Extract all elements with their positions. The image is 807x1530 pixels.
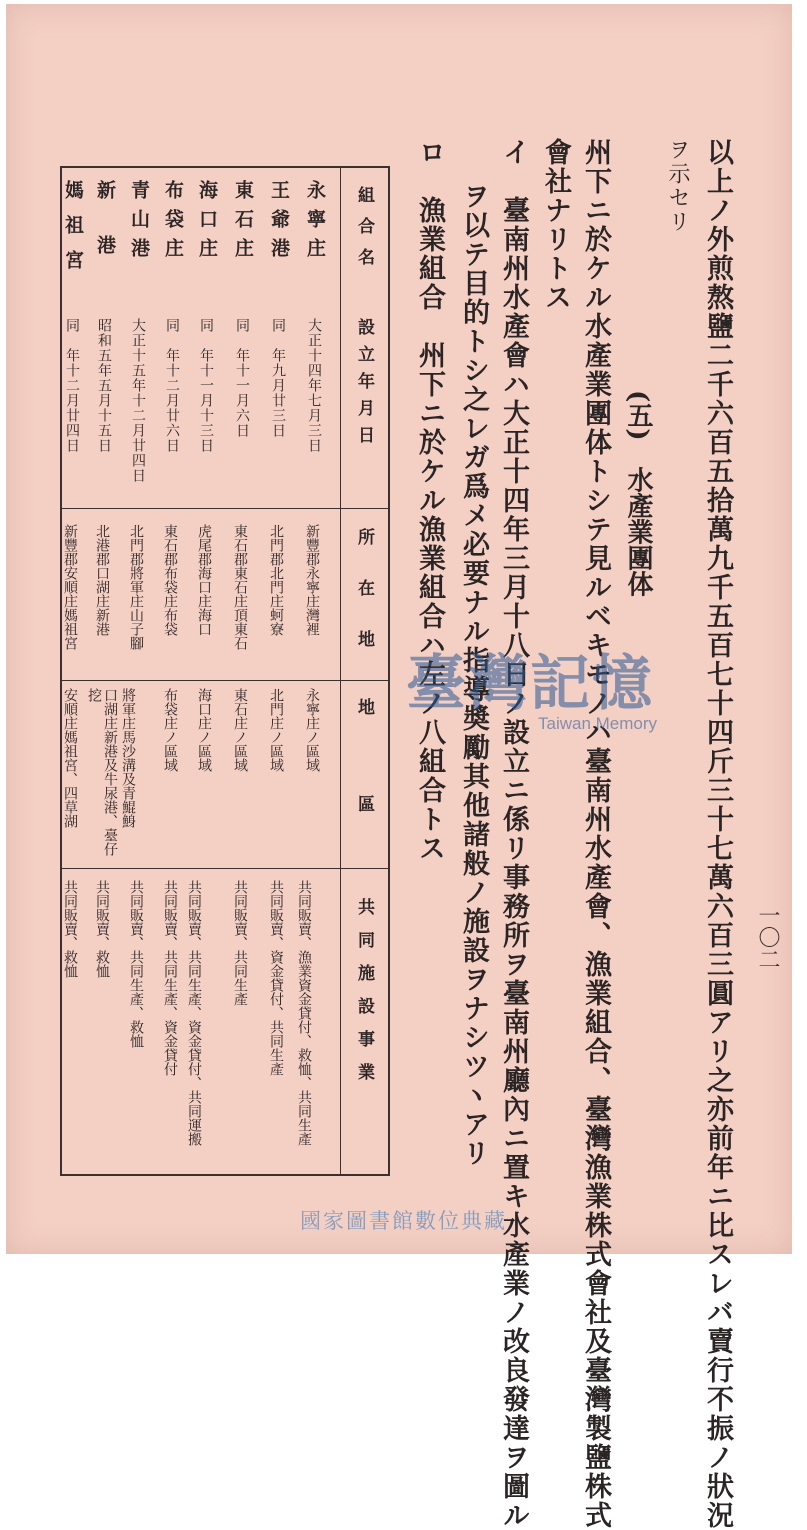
row-district: 將軍庄馬沙溝及青鯤鯓 (120, 688, 136, 828)
body-line-5: イ 臺南州水產會ハ大正十四年三月十八日ノ設立ニ係リ事務所ヲ臺南州廳內ニ置キ水產業ノ改良發達ヲ圖ル (498, 138, 529, 1530)
row-facilities: 共同販賣、共同生產、救恤 (128, 880, 144, 1048)
row-location: 新豐郡永寧庄灣裡 (304, 524, 320, 636)
row-facilities: 共同販賣、共同生產、資金貸付、共同運搬 (186, 880, 202, 1146)
row-location: 新豐郡安順庄媽祖宮 (62, 524, 78, 650)
body-line-7: ロ 漁業組合 州下ニ於ケル漁業組合ハ左ノ八組合トス (414, 138, 445, 863)
taiwan-memory-watermark (406, 636, 657, 734)
row-date: 昭和五年五月十五日 (96, 318, 112, 453)
table-divider (340, 168, 341, 1174)
row-district: 安順庄媽祖宮、四草湖 (62, 688, 78, 828)
header-facilities: 共同施設事業 (354, 898, 374, 1096)
row-location: 北門郡北門庄蚵寮 (268, 524, 284, 636)
page-number: 一〇二 (755, 904, 780, 970)
row-name: 青山港 (128, 180, 150, 267)
header-location: 所在地 (354, 528, 374, 681)
body-line-4: 會社ナリトス (540, 138, 571, 312)
row-district: 海口庄ノ區域 (196, 688, 212, 772)
body-line-3: 州下ニ於ケル水產業團体トシテ見ルベキモノハ臺南州水產會、漁業組合、臺灣漁業株式會社及臺灣製鹽株式 (580, 138, 611, 1530)
watermark-sub: Taiwan Memory (538, 714, 658, 733)
row-facilities: 共同販賣、共同生產 (232, 880, 248, 1006)
row-name: 布袋庄 (162, 180, 184, 267)
row-name: 媽祖宮 (62, 180, 84, 285)
row-date: 同 年十二月廿六日 (164, 318, 180, 453)
row-date: 同 年十二月廿四日 (64, 318, 80, 453)
row-date: 大正十五年十二月廿四日 (130, 318, 146, 483)
row-location: 東石郡布袋庄布袋 (162, 524, 178, 636)
row-date: 大正十四年七月三日 (306, 318, 322, 453)
row-district: 口湖庄新港及牛尿港、臺仔挖 (86, 688, 118, 856)
footer-credit: 國家圖書館數位典藏 (300, 1209, 507, 1233)
row-location: 虎尾郡海口庄海口 (196, 524, 212, 636)
row-facilities: 共同販賣、救恤 (94, 880, 110, 978)
row-facilities: 共同販賣、共同生產、資金貸付 (162, 880, 178, 1076)
fishery-union-table (60, 166, 390, 1176)
section-heading: (五) 水產業團体 (623, 390, 653, 597)
row-date: 同 年十一月六日 (234, 318, 250, 438)
watermark-main: 臺灣記憶 (406, 649, 654, 719)
row-name: 永寧庄 (304, 180, 326, 267)
row-location: 東石郡東石庄頂東石 (232, 524, 248, 650)
row-district: 布袋庄ノ區域 (162, 688, 178, 772)
row-location: 北港郡口湖庄新港 (94, 524, 110, 636)
body-line-2: ヲ示セリ (665, 138, 690, 234)
row-date: 同 年九月廿三日 (270, 318, 286, 438)
row-name: 王爺港 (268, 180, 290, 267)
row-name: 海口庄 (196, 180, 218, 267)
scanned-page (6, 4, 792, 1530)
row-name: 東石庄 (232, 180, 254, 267)
header-district: 地區 (354, 698, 374, 892)
row-facilities: 共同販賣、救恤 (62, 880, 78, 978)
row-district: 永寧庄ノ區域 (304, 688, 320, 772)
row-facilities: 共同販賣、資金貸付、共同生產 (268, 880, 284, 1076)
row-facilities: 共同販賣、漁業資金貸付、救恤、共同生產 (296, 880, 312, 1146)
header-name: 組合名 (354, 186, 374, 279)
body-line-1: 以上ノ外煎熬鹽二千六百五拾萬九千五百七十四斤三十七萬六百三圓アリ之亦前年ニ比スレバ賣行不振ノ狀況 (702, 138, 733, 1530)
row-location: 北門郡將軍庄山子腳 (128, 524, 144, 650)
body-line-6: ヲ以テ目的トシ之レガ爲メ必要ナル指導奬勵其他諸般ノ施設ヲナシツヽアリ (458, 182, 489, 1168)
row-date: 同 年十一月十三日 (198, 318, 214, 453)
row-district: 北門庄ノ區域 (268, 688, 284, 772)
header-date: 設立年月日 (354, 318, 374, 453)
row-district: 東石庄ノ區域 (232, 688, 248, 772)
row-name: 新港 (94, 180, 116, 290)
